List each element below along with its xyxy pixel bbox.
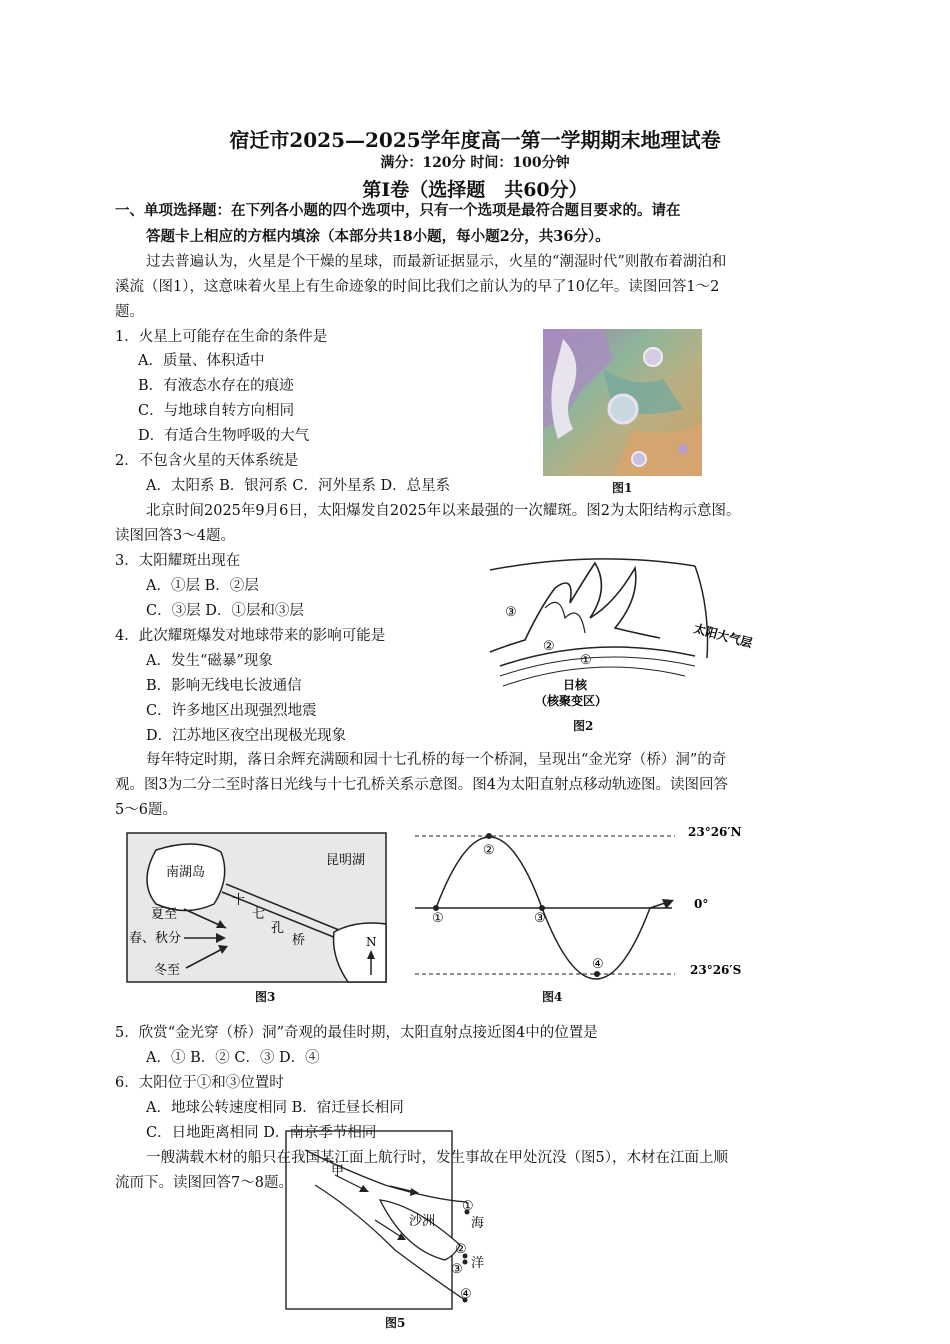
fig5-caption: 图5 [385,1316,406,1330]
intro34-line1: 北京时间2025年9月6日，太阳爆发自2025年以来最强的一次耀斑。图2为太阳结构示意图。 [146,503,741,519]
intro12-line3: 题。 [115,304,144,320]
fig3-lake-label: 昆明湖 [326,853,366,868]
fig2-marker-1: ① [580,653,592,668]
fig4-lat-north: 23°26′N [688,825,742,839]
intro56-line1: 每年特定时期，落日余辉充满颐和园十七孔桥的每一个桥洞，呈现出“金光穿（桥）洞”的奇 [146,752,727,768]
fig5-jia-label: 甲 [331,1164,345,1179]
intro56-line3: 5～6题。 [115,802,177,818]
fig4-point-4: ④ [592,957,604,972]
fig3-caption: 图3 [255,990,276,1004]
fig3-island-label: 南湖岛 [166,865,206,880]
q2-options: A．太阳系 B．银河系 C．河外星系 D．总星系 [146,478,451,494]
fig2-core-label: 日核 [563,678,588,692]
fig2-core-sub: （核聚变区） [535,694,608,708]
fig4-lat-equator: 0° [694,897,709,911]
q3-stem: 3．太阳耀斑出现在 [115,553,241,569]
section-heading-line1: 一、单项选择题：在下列各小题的四个选项中，只有一个选项是最符合题目要求的。请在 [115,202,681,219]
bridge-map-diagram [126,832,388,984]
intro78-line2: 流而下。读图回答7～8题。 [115,1175,293,1191]
intro56-line2: 观。图3为二分二至时落日光线与十七孔桥关系示意图。图4为太阳直射点移动轨迹图。读图回答 [115,777,728,793]
fig5-sea-label: 海 [471,1216,485,1231]
q4-option-d: D．江苏地区夜空出现极光现象 [146,728,347,744]
q1-option-d: D．有适合生物呼吸的大气 [138,428,310,444]
fig5-marker-2: ② [455,1242,467,1257]
q3-options-ab: A．①层 B．②层 [146,578,259,594]
fig4-point-2: ② [483,843,495,858]
intro12-line2: 溪流（图1），这意味着火星上有生命迹象的时间比我们之前认为的早了10亿年。读图回答1～2 [115,279,720,295]
fig5-ocean-label: 洋 [471,1256,485,1271]
q2-stem: 2．不包含火星的天体系统是 [115,453,299,469]
intro12-line1: 过去普遍认为，火星是个干燥的星球，而最新证据显示，火星的“潮湿时代”则散布着湖泊和 [146,254,727,270]
fig3-bridge-char-4: 桥 [292,933,306,948]
q1-stem: 1．火星上可能存在生命的条件是 [115,329,328,345]
fig3-bridge-char-1: 十 [232,893,246,908]
sun-structure-diagram [485,548,770,738]
fig5-marker-4: ④ [460,1287,472,1302]
fig3-bridge-char-2: 七 [252,907,266,922]
fig2-marker-2: ② [543,639,555,654]
river-map-diagram [285,1130,485,1312]
fig5-marker-1: ① [462,1199,474,1214]
fig3-equinox-label: 春、秋分 [129,931,182,946]
exam-title: 宿迁市2025—2025学年度高一第一学期期末地理试卷 [229,128,721,152]
q4-option-a: A．发生“磁暴”现象 [146,653,273,669]
fig3-winter-label: 冬至 [154,963,181,978]
q4-option-b: B．影响无线电长波通信 [146,678,302,694]
fig3-north-label: N [366,935,377,949]
q6-stem: 6．太阳位于①和③位置时 [115,1075,284,1091]
fig1-caption: 图1 [612,481,633,495]
q1-option-c: C．与地球自转方向相同 [138,403,295,419]
exam-meta: 满分：120分 时间：100分钟 [380,155,570,171]
fig5-marker-3: ③ [451,1262,463,1277]
q6-options-cd: C．日地距离相同 D．南京季节相同 [146,1125,377,1141]
intro78-line1: 一艘满载木材的船只在我国某江面上航行时，发生事故在甲处沉没（图5），木材在江面上顺 [146,1150,728,1166]
solar-track-diagram [410,822,750,984]
q1-option-a: A．质量、体积适中 [138,353,265,369]
fig5-sandbar-label: 沙洲 [409,1214,436,1229]
fig2-caption: 图2 [573,719,594,733]
q4-option-c: C．许多地区出现强烈地震 [146,703,317,719]
intro34-line2: 读图回答3～4题。 [115,528,235,544]
fig4-caption: 图4 [542,990,563,1004]
q3-options-cd: C．③层 D．①层和③层 [146,603,304,619]
fig2-atmosphere-label: 太阳大气层 [692,621,754,651]
fig3-bridge-char-3: 孔 [271,921,285,936]
fig4-lat-south: 23°26′S [690,963,742,977]
fig2-marker-3: ③ [505,605,517,620]
fig4-point-3: ③ [534,911,546,926]
fig4-point-1: ① [432,911,444,926]
section-heading-line2: 答题卡上相应的方框内填涂（本部分共18小题，每小题2分，共36分）。 [146,228,610,245]
q6-options-ab: A．地球公转速度相同 B．宿迁昼长相同 [146,1100,404,1116]
mars-terrain-image [543,329,702,476]
q1-option-b: B．有液态水存在的痕迹 [138,378,294,394]
q5-stem: 5．欣赏“金光穿（桥）洞”奇观的最佳时期，太阳直射点接近图4中的位置是 [115,1025,598,1041]
q4-stem: 4．此次耀斑爆发对地球带来的影响可能是 [115,628,386,644]
fig3-summer-label: 夏至 [151,907,178,922]
part-title: 第Ⅰ卷（选择题 共60分） [362,179,588,201]
q5-options: A．① B．② C．③ D．④ [146,1050,320,1066]
